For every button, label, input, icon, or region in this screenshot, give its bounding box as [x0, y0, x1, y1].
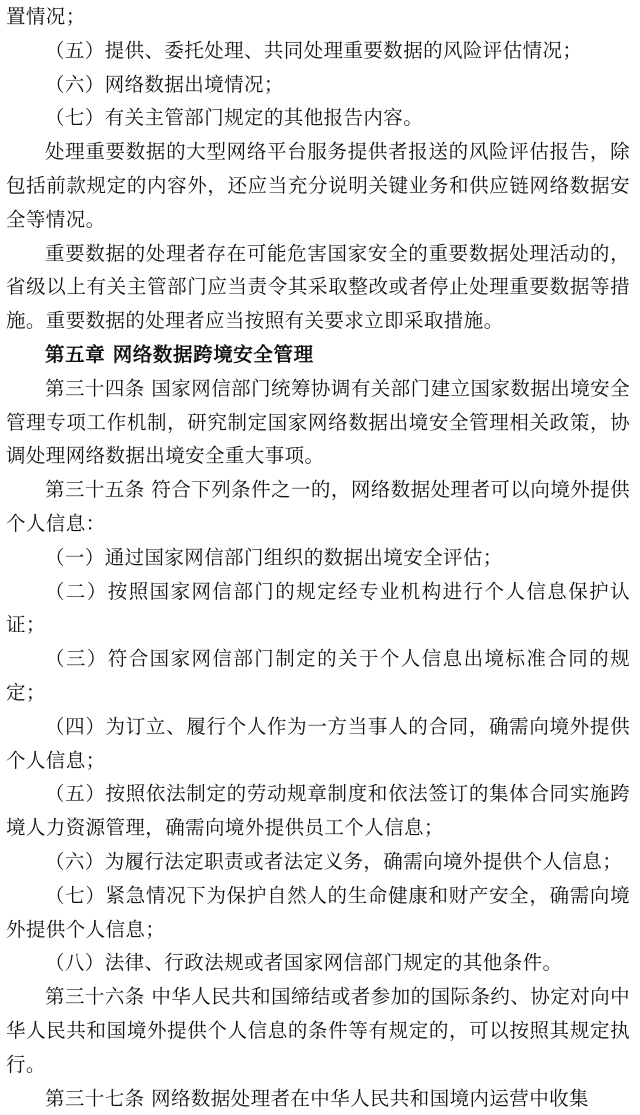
article-paragraph: 第三十五条 符合下列条件之一的，网络数据处理者可以向境外提供个人信息：: [6, 473, 630, 541]
list-item: （七）紧急情况下为保护自然人的生命健康和财产安全，确需向境外提供个人信息；: [6, 879, 630, 947]
list-item: （五）提供、委托处理、共同处理重要数据的风险评估情况；: [6, 34, 630, 68]
list-item: （八）法律、行政法规或者国家网信部门规定的其他条件。: [6, 946, 630, 980]
list-item: （六）网络数据出境情况；: [6, 68, 630, 102]
list-item: （六）为履行法定职责或者法定义务，确需向境外提供个人信息；: [6, 845, 630, 879]
list-item: （四）为订立、履行个人作为一方当事人的合同，确需向境外提供个人信息；: [6, 710, 630, 778]
body-paragraph: 处理重要数据的大型网络平台服务提供者报送的风险评估报告，除包括前款规定的内容外，还应当充分说明关键业务和供应链网络数据安全等情况。: [6, 135, 630, 236]
chapter-heading: 第五章 网络数据跨境安全管理: [6, 338, 630, 372]
article-paragraph: 第三十四条 国家网信部门统筹协调有关部门建立国家数据出境安全管理专项工作机制，研究制定国家网络数据出境安全管理相关政策，协调处理网络数据出境安全重大事项。: [6, 372, 630, 473]
paragraph-continuation: 置情况；: [6, 0, 630, 34]
list-item: （七）有关主管部门规定的其他报告内容。: [6, 101, 630, 135]
article-paragraph: 第三十七条 网络数据处理者在中华人民共和国境内运营中收集: [6, 1082, 630, 1115]
article-paragraph: 第三十六条 中华人民共和国缔结或者参加的国际条约、协定对向中华人民共和国境外提供个人信息的条件等有规定的，可以按照其规定执行。: [6, 980, 630, 1081]
list-item: （一）通过国家网信部门组织的数据出境安全评估；: [6, 541, 630, 575]
list-item: （二）按照国家网信部门的规定经专业机构进行个人信息保护认证；: [6, 575, 630, 643]
list-item: （三）符合国家网信部门制定的关于个人信息出境标准合同的规定；: [6, 642, 630, 710]
list-item: （五）按照依法制定的劳动规章制度和依法签订的集体合同实施跨境人力资源管理，确需向境外提供员工个人信息；: [6, 777, 630, 845]
document-page: [6, 0, 630, 1115]
body-paragraph: 重要数据的处理者存在可能危害国家安全的重要数据处理活动的，省级以上有关主管部门应当责令其采取整改或者停止处理重要数据等措施。重要数据的处理者应当按照有关要求立即采取措施。: [6, 237, 630, 338]
